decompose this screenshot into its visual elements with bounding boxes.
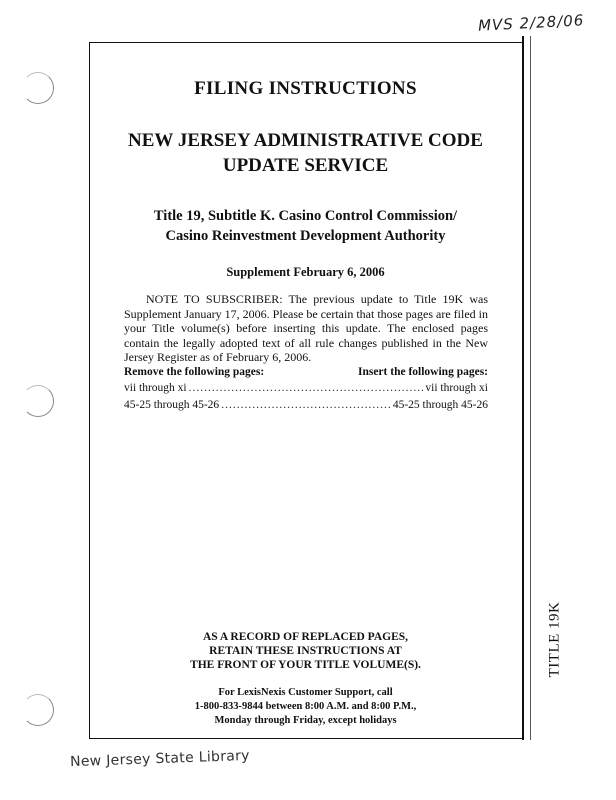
code-title-line2: UPDATE SERVICE: [222, 155, 389, 176]
table-row: [124, 381, 488, 396]
side-tab-label: TITLE 19K: [546, 601, 563, 677]
punch-hole-middle: [22, 385, 54, 417]
pages-table-header: [124, 365, 488, 380]
supplement-date: Supplement February 6, 2006: [226, 265, 385, 279]
punch-hole-top: [22, 72, 54, 104]
insert-pages: 45-25 through 45-26: [392, 399, 488, 411]
code-title-line1: NEW JERSEY ADMINISTRATIVE CODE: [128, 130, 483, 151]
note-to-subscriber: NOTE TO SUBSCRIBER: The previous update to Title 19K was Supplement January 17, 2006. Please be certain that those pages are filed in your Title volume(s) before inserting this update. The enclosed pages contain the legally adopted text of all rule changes published in the New Jersey Register as of February 6, 2006.: [124, 292, 488, 364]
subtitle-line1: Title 19, Subtitle K. Casino Control Commission/: [153, 208, 458, 224]
code-title: [89, 128, 522, 178]
pages-table: [124, 365, 488, 415]
support-line3: Monday through Friday, except holidays: [214, 715, 397, 726]
remove-header: Remove the following pages:: [124, 366, 265, 378]
record-instructions: [89, 630, 522, 672]
page-title: FILING INSTRUCTIONS: [194, 78, 417, 99]
record-line2: RETAIN THESE INSTRUCTIONS AT: [209, 645, 402, 657]
subtitle-line2: Casino Reinvestment Development Authority: [165, 228, 446, 244]
side-tab: [542, 594, 568, 684]
library-stamp: New Jersey State Library: [69, 747, 251, 771]
support-line2: 1-800-833-9844 between 8:00 A.M. and 8:00 P.M.,: [194, 701, 417, 712]
tab-divider-line: [522, 36, 524, 740]
remove-pages: vii through xi: [124, 382, 187, 394]
insert-pages: vii through xi: [425, 382, 488, 394]
leader-dots: [189, 381, 424, 396]
tab-divider-line-inner: [530, 36, 531, 740]
handwritten-annotation: MVS 2/28/06: [477, 11, 585, 35]
leader-dots: [221, 398, 391, 413]
record-line3: THE FRONT OF YOUR TITLE VOLUME(S).: [190, 659, 421, 671]
remove-pages: 45-25 through 45-26: [124, 399, 220, 411]
insert-header: Insert the following pages:: [357, 366, 488, 378]
table-row: [124, 398, 488, 413]
support-line1: For LexisNexis Customer Support, call: [218, 687, 393, 698]
subtitle: [89, 206, 522, 246]
record-line1: AS A RECORD OF REPLACED PAGES,: [202, 631, 409, 643]
customer-support: [89, 686, 522, 728]
punch-hole-bottom: [22, 694, 54, 726]
